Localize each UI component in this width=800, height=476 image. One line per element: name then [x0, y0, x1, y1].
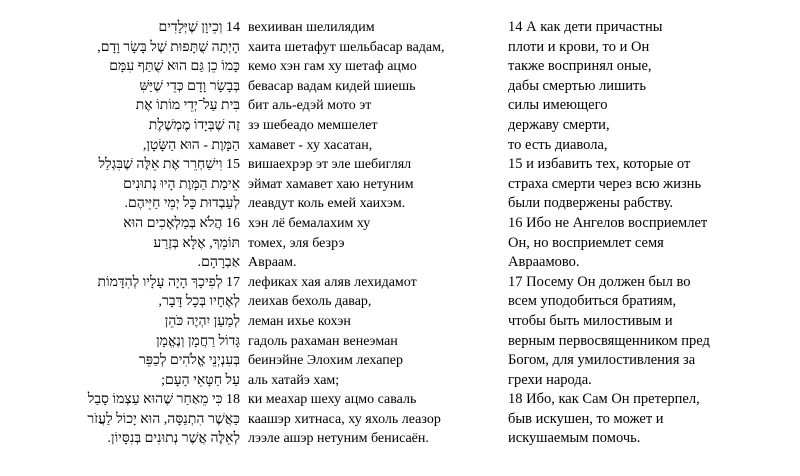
russian-line: 14 А как дети причастны: [508, 19, 663, 35]
russian-line: всем уподобиться братиям,: [508, 293, 677, 310]
transliteration-line: зэ шебеадо мемшелет: [248, 117, 378, 133]
hebrew-line: אַבְרָהָם.: [197, 255, 240, 271]
hebrew-line: 14 וְכֵיוָן שֶׁיְּלָדִים: [158, 20, 240, 35]
transliteration-line: эймат хамавет хаю нетуним: [248, 176, 414, 192]
hebrew-line: בִּית עַל־יְדֵי מוֹתוֹ אֶת: [135, 98, 240, 114]
hebrew-line: עַל חַטָּאֵי הָעָם;: [161, 372, 240, 388]
hebrew-line: הַמָּוֶת - הוּא הַשָּׂטָן,: [142, 137, 240, 153]
russian-line: державу смерти,: [508, 116, 610, 133]
russian-line: то есть диавола,: [508, 136, 608, 153]
transliteration-line: вишаехрэр эт эле шебиглял: [248, 157, 412, 173]
transliteration-line: беинэйне Элохим лехапер: [248, 353, 403, 369]
transliteration-line: леавдут коль емей хаихэм.: [248, 196, 406, 212]
russian-line: чтобы быть милостивым и: [508, 312, 673, 329]
hebrew-line: גָּדוֹל רַחֲמָן וְנֶאֱמָן: [156, 333, 240, 349]
transliteration-line: аль хатайэ хам;: [248, 372, 340, 388]
russian-line: Богом, для умилостивления за: [508, 352, 696, 369]
russian-line: дабы смертью лишить: [508, 77, 646, 94]
hebrew-line: 17 לְפִיכָךְ הָיָה עָלָיו לְהִדָּמוֹת: [97, 274, 240, 290]
transliteration-line: томех, эля безрэ: [248, 235, 345, 251]
transliteration-line: кемо хэн гам ху шетаф ацмо: [248, 59, 417, 75]
russian-translation-column: [508, 18, 800, 449]
hebrew-line: הָיְתָה שֻׁתָּפוּת שֶׁל בָּשָׂר וָדָם,: [97, 39, 240, 55]
russian-line: Авраамово.: [508, 254, 580, 271]
russian-line: страха смерти через всю жизнь: [508, 175, 702, 192]
transliteration-line: леман ихье кохэн: [248, 313, 351, 329]
russian-line: 16 Ибо не Ангелов восприемлет: [508, 214, 708, 231]
russian-line: также воспринял оные,: [508, 58, 652, 75]
transliteration-line: бит аль-едэй мото эт: [248, 98, 372, 114]
russian-line: грехи народа.: [508, 371, 592, 388]
transliteration-line: леихав бехоль давар,: [248, 294, 372, 310]
hebrew-line: בְּבָשָׂר וָדָם כְּדֵי שֶׁיַּשִּׁ: [139, 78, 240, 94]
russian-line: 17 Посему Он должен был во: [508, 273, 691, 290]
transliteration-line: каашэр хитнаса, ху яхоль леазор: [248, 411, 441, 427]
russian-line: плоти и крови, то и Он: [508, 38, 650, 55]
hebrew-line: אֵימַת הַמָּוֶת הָיוּ נְתוּנִים: [123, 176, 240, 192]
hebrew-line: תּוֹמֵךְ, אֶלָּא בְּזֶרַע: [153, 235, 240, 251]
transliteration-line: лээле ашэр нетуним бенисаён.: [248, 431, 429, 447]
hebrew-line: זֶה שֶׁבְּיָדוֹ מֶמְשֶׁלֶת: [148, 117, 240, 133]
transliteration-line: хамавет - ху хасатан,: [248, 137, 373, 153]
transliteration-line: ки меахар шеху ацмо саваль: [248, 392, 417, 408]
hebrew-line: לְאֶחָיו בְּכָל דָּבָר,: [158, 294, 240, 310]
russian-line: были подвержены рабству.: [508, 195, 674, 212]
transliteration-line: хаита шетафут шельбасар вадам,: [248, 39, 445, 55]
hebrew-line: כַּאֲשֶׁר הִתְנַסָּה, הוּא יָכוֹל לַעֲזֹר: [87, 411, 240, 427]
transliteration-line: Авраам.: [248, 255, 297, 271]
hebrew-line: בְּעִנְיְנֵי אֱלֹהִים לְכַפֵּר: [138, 353, 240, 369]
transliteration-column: [248, 18, 488, 449]
russian-line: Он, но восприемлет семя: [508, 234, 664, 251]
hebrew-line: 18 כִּי מֵאַחַר שֶׁהוּא עַצְמוֹ סָבַל: [87, 392, 240, 408]
transliteration-line: хэн лё бемалахим ху: [248, 215, 371, 231]
transliteration-line: вехииван шелилядим: [248, 20, 375, 35]
hebrew-text-column: [60, 18, 240, 449]
russian-line: быв искушен, то может и: [508, 410, 664, 427]
russian-line: 18 Ибо, как Сам Он претерпел,: [508, 391, 700, 408]
transliteration-line: гадоль рахаман венеэман: [248, 333, 398, 349]
russian-line: 15 и избавить тех, которые от: [508, 156, 691, 173]
hebrew-line: לְאֵלֶּה אֲשֶׁר נְתוּנִים בְּנִסָּיוֹן.: [107, 431, 240, 447]
russian-line: верным первосвященником пред: [508, 332, 710, 349]
hebrew-line: 16 הֲלֹא בְּמַלְאָכִים הוּא: [123, 215, 240, 231]
hebrew-line: 15 וִישַׁחְרֵר אֶת אֵלֶּה שֶׁבִּגְלַל: [98, 157, 240, 173]
transliteration-line: лефиках хая аляв лехидамот: [248, 274, 417, 290]
russian-line: искушаемым помочь.: [508, 430, 641, 447]
russian-line: силы имеющего: [508, 97, 608, 114]
hebrew-line: לְמַעַן יִהְיֶה כֹּהֵן: [164, 313, 240, 329]
transliteration-line: бевасар вадам кидей шиешь: [248, 78, 416, 94]
hebrew-line: כָּמוֹ כֵן גַּם הוּא שֻׁתַּף עִמָּם: [109, 59, 240, 75]
hebrew-line: לְעַבְדוּת כָּל יְמֵי חַיֵּיהֶם.: [124, 196, 240, 212]
